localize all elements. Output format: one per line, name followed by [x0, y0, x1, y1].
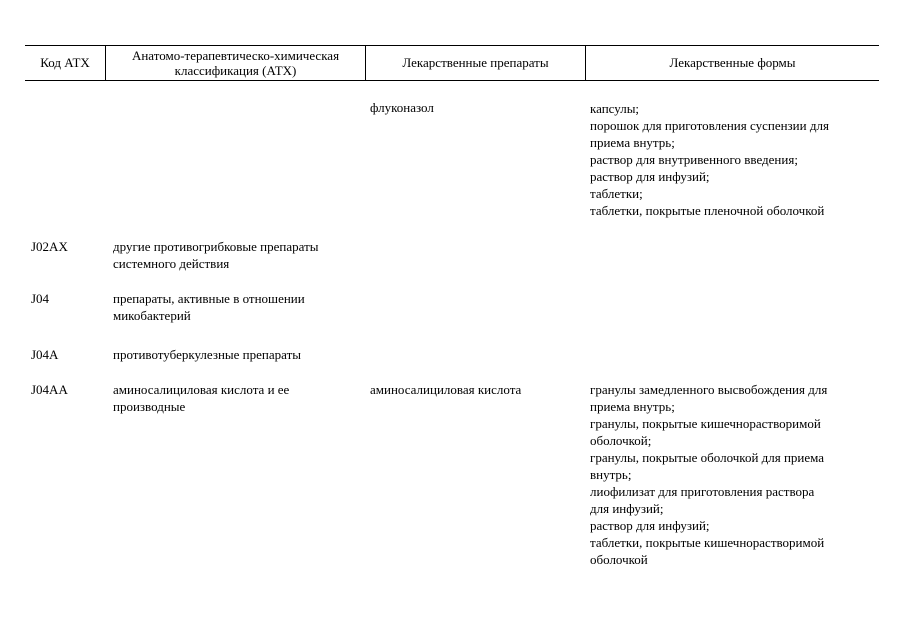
atc-code: J04 [31, 291, 50, 306]
dosage-form-line: для инфузий; [590, 501, 664, 516]
atc-classification [113, 290, 305, 324]
header-classification [106, 45, 365, 80]
header-drugs: Лекарственные препараты [402, 55, 549, 70]
dosage-form-line: раствор для внутривенного введения; [590, 152, 798, 167]
dosage-form-line: гранулы, покрытые оболочкой для приема [590, 450, 825, 465]
classification-line: другие противогрибковые препараты [113, 239, 319, 254]
dosage-form-line: оболочкой; [590, 433, 652, 448]
classification-line: препараты, активные в отношении [113, 291, 305, 306]
dosage-form-line: таблетки, покрытые пленочной оболочкой [590, 203, 825, 218]
atc-classification [113, 238, 318, 272]
classification-line: микобактерий [113, 308, 191, 323]
dosage-forms [590, 381, 827, 568]
dosage-form-line: раствор для инфузий; [590, 518, 710, 533]
atc-classification [113, 381, 289, 415]
atc-classification [113, 346, 301, 363]
header-classification-line: классификация (АТХ) [174, 62, 297, 78]
dosage-form-line: гранулы замедленного высвобождения для [590, 382, 828, 397]
atc-code: J04A [31, 347, 59, 362]
dosage-form-line: раствор для инфузий; [590, 169, 710, 184]
classification-line: производные [113, 399, 186, 414]
dosage-forms [590, 100, 829, 219]
dosage-form-line: таблетки, покрытые кишечнорастворимой [590, 535, 825, 550]
atc-code: J02AX [31, 239, 68, 254]
classification-line: противотуберкулезные препараты [113, 347, 301, 362]
classification-line: аминосалициловая кислота и ее [113, 382, 290, 397]
dosage-form-line: приема внутрь; [590, 135, 675, 150]
dosage-form-line: внутрь; [590, 467, 632, 482]
dosage-form-line: таблетки; [590, 186, 643, 201]
drug-name: флуконазол [370, 100, 434, 115]
header-classification-line: Анатомо-терапевтическо-химическая [131, 47, 340, 63]
dosage-form-line: порошок для приготовления суспензии для [590, 118, 829, 133]
atc-code: J04AA [31, 382, 68, 397]
header-bottom-rule [25, 80, 879, 81]
dosage-form-line: приема внутрь; [590, 399, 675, 414]
header-code: Код АТХ [40, 55, 90, 70]
drug-name: аминосалициловая кислота [370, 382, 522, 397]
dosage-form-line: гранулы, покрытые кишечнорастворимой [590, 416, 821, 431]
classification-line: системного действия [113, 256, 230, 271]
dosage-form-line: оболочкой [590, 552, 648, 567]
header-forms: Лекарственные формы [669, 55, 796, 70]
dosage-form-line: капсулы; [590, 101, 640, 116]
dosage-form-line: лиофилизат для приготовления раствора [590, 484, 815, 499]
